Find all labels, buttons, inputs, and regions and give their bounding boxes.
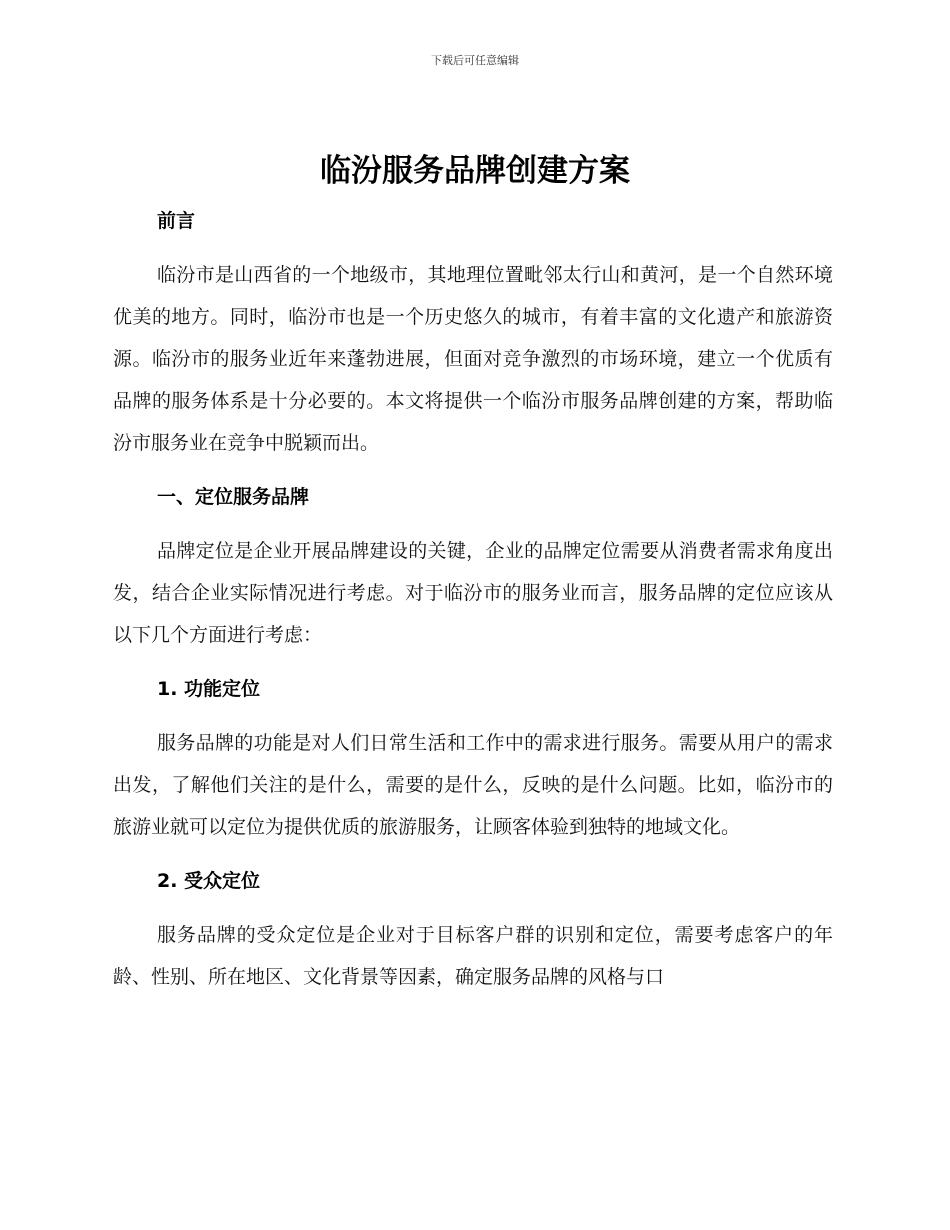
document-body (113, 200, 833, 998)
section-heading-function: 1. 功能定位 (157, 678, 261, 700)
page-header: 下载后可任意编辑 (431, 54, 519, 67)
section-paragraph-preface: 临汾市是山西省的一个地级市，其地理位置毗邻太行山和黄河，是一个自然环境优美的地方。同时，临汾市也是一个历史悠久的城市，有着丰富的文化遗产和旅游资源。临汾市的服务业近年来蓬勃进展，但面对竞争激烈的市场环境，建立一个优质有品牌的服务体系是十分必要的。本文将提供一个临汾市服务品牌创建的方案，帮助临汾市服务业在竞争中脱颖而出。 (113, 264, 833, 454)
section-heading-audience: 2. 受众定位 (157, 870, 261, 892)
section-heading-preface: 前言 (157, 210, 196, 232)
section-paragraph-audience: 服务品牌的受众定位是企业对于目标客户群的识别和定位，需要考虑客户的年龄、性别、所在地区、文化背景等因素，确定服务品牌的风格与口 (113, 924, 833, 988)
section-paragraph-positioning: 品牌定位是企业开展品牌建设的关键，企业的品牌定位需要从消费者需求角度出发，结合企业实际情况进行考虑。对于临汾市的服务业而言，服务品牌的定位应该从以下几个方面进行考虑： (113, 540, 833, 646)
section-paragraph-function: 服务品牌的功能是对人们日常生活和工作中的需求进行服务。需要从用户的需求出发，了解他们关注的是什么，需要的是什么，反映的是什么问题。比如，临汾市的旅游业就可以定位为提供优质的旅游服务，让顾客体验到独特的地域文化。 (113, 732, 833, 838)
section-heading-positioning: 一、定位服务品牌 (157, 486, 310, 508)
document-title: 临汾服务品牌创建方案 (320, 153, 630, 189)
